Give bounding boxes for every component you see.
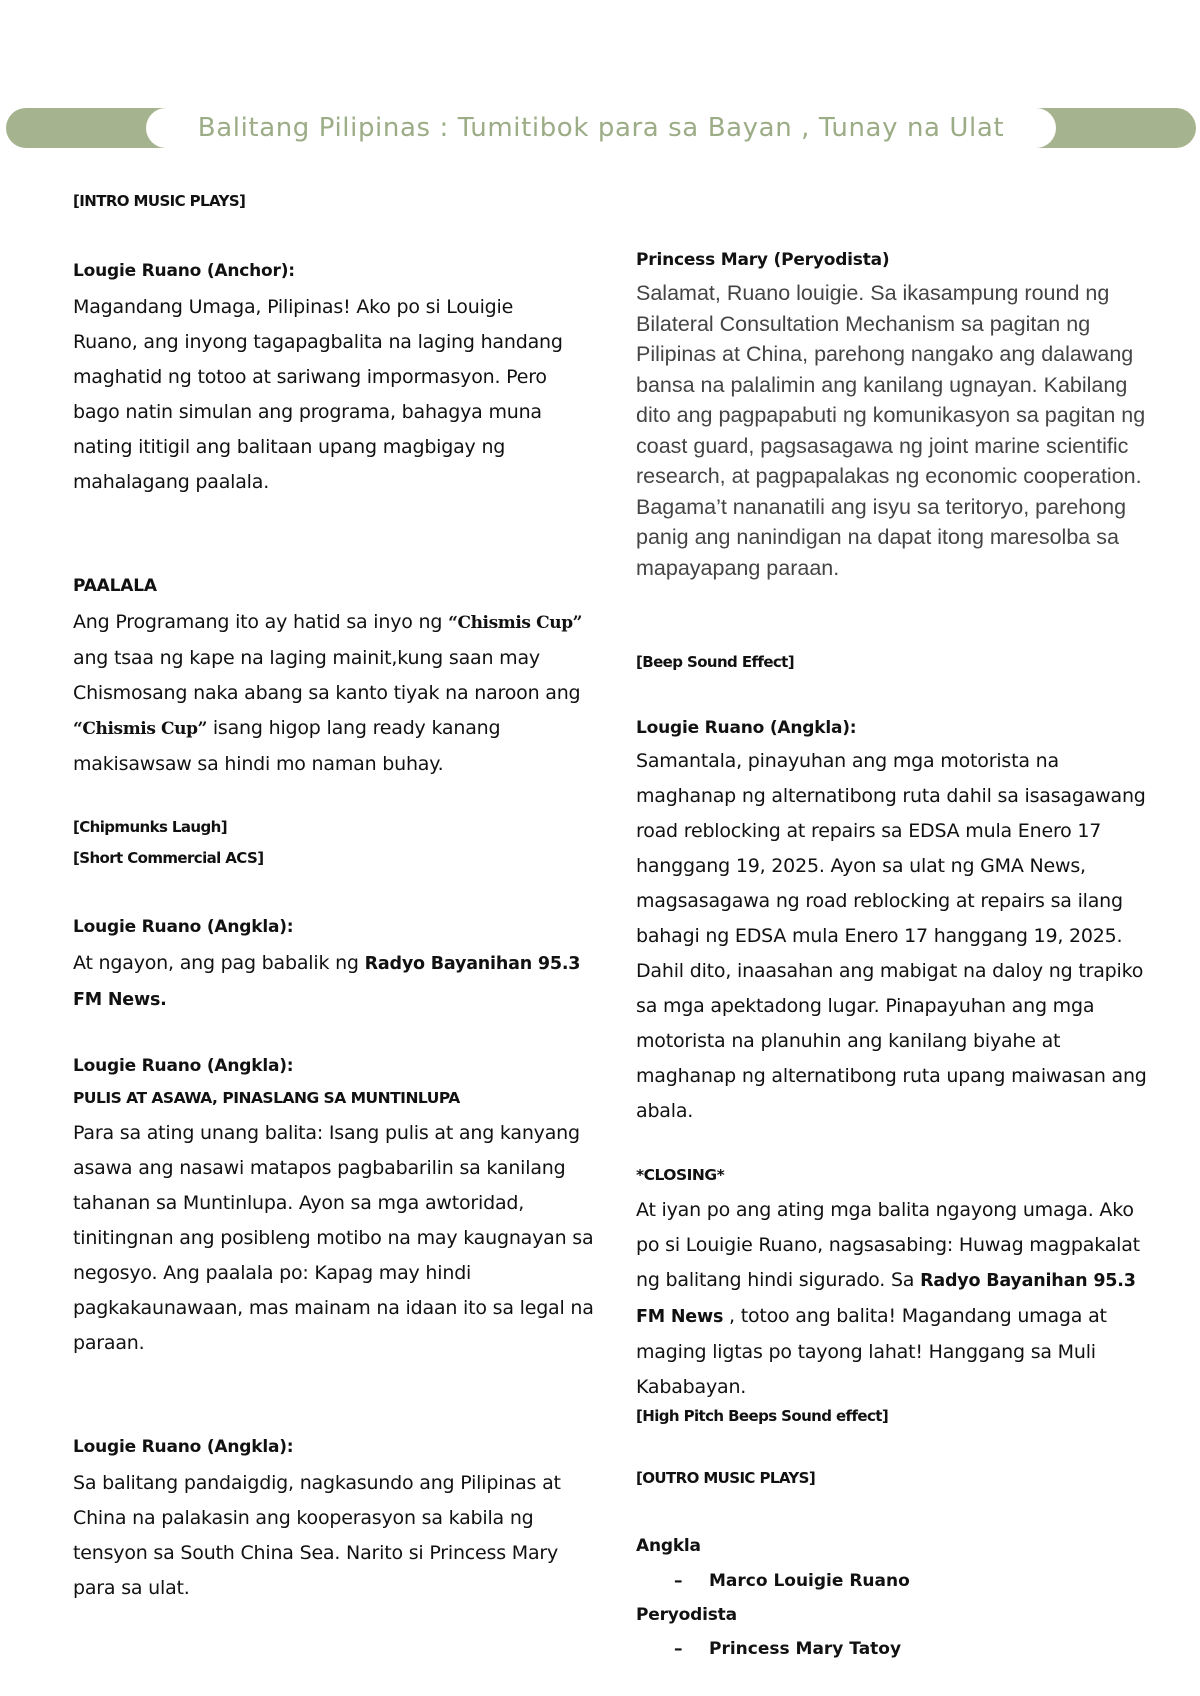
high-pitch-cue: [High Pitch Beeps Sound effect] — [636, 1407, 889, 1425]
laugh-cue: [Chipmunks Laugh] — [73, 818, 227, 836]
paalala-text-start: Ang Programang ito ay hatid sa inyo ng — [73, 611, 449, 633]
return-paragraph — [73, 946, 583, 1018]
commercial-cue: [Short Commercial ACS] — [73, 849, 264, 867]
news-paragraph-2: Sa balitang pandaigdig, nagkasundo ang Pilipinas at China na palakasin ang kooperasyon sa kabila ng tensyon sa South China Sea. Narito si Princess Mary para sa ulat. — [73, 1472, 561, 1599]
credits-dash: – — [674, 1639, 683, 1659]
speaker-anchor: Lougie Ruano (Anchor): — [73, 261, 295, 281]
brand-name: “Chismis Cup” — [448, 613, 583, 633]
news-paragraph-1: Para sa ating unang balita: Isang pulis at ang kanyang asawa ang nasawi matapos pagbabarilin sa kanilang tahanan sa Muntinlupa. Ayon sa mga awtoridad, tinitingnan ang posibleng motibo na may kaugnayan sa negosyo. Ang paalala po: Kapag may hindi pagkakaunawaan, mas mainam na idaan ito sa legal na paraan. — [73, 1122, 594, 1354]
paalala-text-middle: ang tsaa ng kape na laging mainit,kung saan may Chismosang naka abang sa kanto tiyak na naroon ang — [73, 647, 581, 704]
beep-cue: [Beep Sound Effect] — [636, 653, 795, 671]
outro-music-cue: [OUTRO MUSIC PLAYS] — [636, 1469, 816, 1487]
paalala-text-end: isang higop lang ready kanang makisawsaw sa hindi mo naman buhay. — [73, 717, 501, 775]
speaker-angkla: Lougie Ruano (Angkla): — [636, 718, 857, 738]
intro-paragraph: Magandang Umaga, Pilipinas! Ako po si Louigie Ruano, ang inyong tagapagbalita na laging handang maghatid ng totoo at sariwang impormasyon. Pero bago natin simulan ang programa, bahagya muna nating ititigil ang balitaan upang magbigay ng mahalagang paalala. — [73, 296, 563, 493]
speaker-peryodista: Princess Mary (Peryodista) — [636, 250, 890, 270]
credits-name-peryodista: Princess Mary Tatoy — [709, 1639, 902, 1659]
station-name: Radyo Bayanihan 95.3 FM News — [636, 1271, 1136, 1327]
speaker-angkla: Lougie Ruano (Angkla): — [73, 1056, 294, 1076]
header-banner — [6, 108, 1196, 148]
brand-name: “Chismis Cup” — [73, 719, 207, 739]
speaker-angkla: Lougie Ruano (Angkla): — [73, 1437, 294, 1457]
closing-text-start: At iyan po ang ating mga balita ngayong umaga. Ako po si Louigie Ruano, nagsasabing: Huwag magpakalat ng balitang hindi sigurado. Sa — [636, 1199, 1140, 1291]
report-paragraph: Salamat, Ruano louigie. Sa ikasampung round ng Bilateral Consultation Mechanism sa pagitan ng Pilipinas at China, parehong nangako ang dalawang bansa na palalimin ang kanilang ugnayan. Kabilang dito ang pagpapabuti ng komunikasyon sa pagitan ng coast guard, pagsasagawa ng joint marine scientific research, at pagpapalakas ng economic cooperation. Bagama’t nananatili ang isyu sa teritoryo, parehong panig ang nanindigan na dapat itong maresolba sa mapayapang paraan. — [636, 281, 1146, 580]
page-title: Balitang Pilipinas : Tumitibok para sa Bayan , Tunay na Ulat — [197, 113, 1005, 143]
closing-title: *CLOSING* — [636, 1166, 725, 1184]
return-text: At ngayon, ang pag babalik ng — [73, 952, 365, 974]
paalala-title: PAALALA — [73, 576, 157, 596]
closing-paragraph — [636, 1193, 1156, 1405]
intro-music-cue: [INTRO MUSIC PLAYS] — [73, 192, 246, 210]
credits-role-angkla: Angkla — [636, 1536, 701, 1556]
news-headline: PULIS AT ASAWA, PINASLANG SA MUNTINLUPA — [73, 1089, 460, 1107]
closing-text-end: , totoo ang balita! Magandang umaga at maging ligtas po tayong lahat! Hanggang sa Muli Kababayan. — [636, 1305, 1107, 1398]
credits-dash: – — [674, 1571, 683, 1591]
station-name: Radyo Bayanihan 95.3 FM News. — [73, 954, 581, 1010]
traffic-paragraph: Samantala, pinayuhan ang mga motorista na maghanap ng alternatibong ruta dahil sa isasagawang road reblocking at repairs sa EDSA mula Enero 17 hanggang 19, 2025. Ayon sa ulat ng GMA News, magsasagawa ng road reblocking at repairs sa ilang bahagi ng EDSA mula Enero 17 hanggang 19, 2025. Dahil dito, inaasahan ang mabigat na daloy ng trapiko sa mga apektadong lugar. Pinapayuhan ang mga motorista na planuhin ang kanilang biyahe at maghanap ng alternatibong ruta upang maiwasan ang abala. — [636, 750, 1147, 1122]
credits-role-peryodista: Peryodista — [636, 1605, 737, 1625]
paalala-paragraph — [73, 605, 583, 782]
speaker-angkla: Lougie Ruano (Angkla): — [73, 917, 294, 937]
credits-name-angkla: Marco Louigie Ruano — [709, 1571, 910, 1591]
